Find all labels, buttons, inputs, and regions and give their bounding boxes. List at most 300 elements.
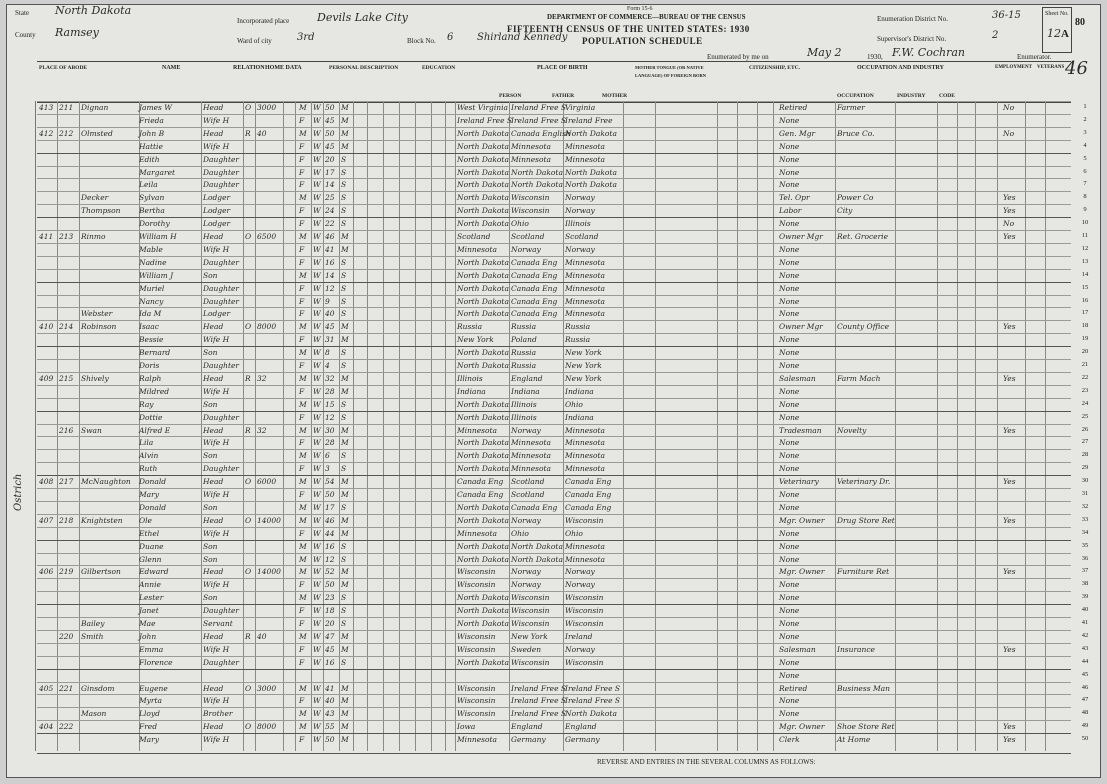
cell-surname: Webster <box>81 309 113 319</box>
cell-occ: None <box>779 631 800 641</box>
cell-ind <box>837 115 895 126</box>
table-row <box>37 411 1071 423</box>
cell-occ: None <box>779 451 800 461</box>
cell-surname: Smith <box>81 631 104 641</box>
cell-fpob: Canada Eng <box>511 270 558 280</box>
cell-age: 41 <box>325 683 335 693</box>
cell-family: 213 <box>59 232 74 241</box>
cell-relation: Wife H <box>203 335 230 345</box>
cell-marital: S <box>341 412 347 422</box>
cell-sex: F <box>299 490 305 499</box>
cell-fpob: North Dakota <box>511 167 563 177</box>
cell-occ: None <box>779 386 800 396</box>
left-margin <box>7 101 36 751</box>
line-number: 31 <box>1081 490 1089 497</box>
cell-sex: F <box>299 219 305 229</box>
cell-fpob: Norway <box>511 425 541 435</box>
table-row <box>37 114 1071 126</box>
cell-sex: M <box>299 322 307 332</box>
cell-tenure <box>245 734 255 745</box>
cell-mpob: Norway <box>565 580 595 590</box>
cell-family <box>59 192 77 203</box>
cell-given: Lester <box>139 593 164 603</box>
cell-value <box>257 167 281 178</box>
cell-dwelling <box>39 386 57 397</box>
cell-sex: M <box>299 593 307 603</box>
cell-surname <box>81 154 139 165</box>
cell-value: 32 <box>257 425 267 435</box>
cell-occ: Mgr. Owner <box>779 722 825 732</box>
cell-pob: North Dakota <box>457 309 509 319</box>
cell-marital: M <box>341 631 349 641</box>
table-row <box>37 604 1071 616</box>
cell-ind <box>837 179 895 190</box>
cell-sex: F <box>299 361 305 370</box>
cell-pob: Wisconsin <box>457 709 496 719</box>
cell-marital: S <box>341 399 347 409</box>
group-occupation: OCCUPATION AND INDUSTRY <box>857 65 944 71</box>
cell-ind <box>837 450 895 461</box>
cell-ind <box>837 502 895 513</box>
cell-sex: M <box>299 232 307 241</box>
line-number: 9 <box>1083 206 1087 214</box>
cell-emp <box>1003 334 1023 345</box>
cell-dwelling <box>39 257 57 268</box>
line-number: 13 <box>1081 257 1089 265</box>
cell-age: 28 <box>325 438 335 448</box>
cell-sex: F <box>299 115 305 125</box>
group-relation: RELATION <box>233 65 265 71</box>
cell-relation: Daughter <box>203 180 239 190</box>
cell-fpob: Canada English <box>511 128 571 138</box>
cell-family <box>59 708 77 719</box>
cell-fpob: Ireland Free S <box>511 115 567 125</box>
cell-ind: Veterinary Dr. <box>837 477 891 487</box>
table-row <box>37 127 1071 139</box>
cell-surname <box>81 528 139 539</box>
cell-dwelling: 411 <box>39 232 54 241</box>
cell-occ: None <box>779 167 800 177</box>
cell-surname: Mason <box>81 709 107 719</box>
cell-dwelling: 406 <box>39 567 54 577</box>
cell-relation: Son <box>203 502 218 512</box>
cell-surname: Thompson <box>81 206 121 216</box>
cell-marital: S <box>341 593 347 603</box>
cell-fpob: North Dakota <box>511 554 563 564</box>
line-number: 37 <box>1081 567 1089 575</box>
line-number: 29 <box>1081 464 1089 472</box>
cell-pob: North Dakota <box>457 348 509 358</box>
line-number: 33 <box>1081 515 1089 523</box>
cell-emp: Yes <box>1003 567 1016 577</box>
cell-value <box>257 205 281 216</box>
cell-dwelling: 409 <box>39 373 54 383</box>
cell-sex: F <box>299 606 305 616</box>
cell-race: W <box>313 554 321 564</box>
cell-dwelling <box>39 670 57 681</box>
cell-mpob: Minnesota <box>565 257 606 267</box>
supervisor-value: 2 <box>992 30 999 41</box>
cell-sex: F <box>299 141 305 151</box>
cell-fpob: Wisconsin <box>511 593 550 603</box>
cell-ind: Bruce Co. <box>837 128 875 138</box>
cell-dwelling <box>39 192 57 203</box>
cell-age: 14 <box>325 180 335 190</box>
cell-sex: M <box>299 683 307 693</box>
cell-race: W <box>313 219 321 229</box>
cell-dwelling <box>39 425 57 436</box>
cell-relation: Head <box>203 103 224 112</box>
line-number: 36 <box>1081 554 1089 562</box>
cell-ind <box>837 412 895 423</box>
cell-race: W <box>313 244 321 254</box>
census-sheet <box>6 4 1101 778</box>
cell-dwelling <box>39 554 57 565</box>
cell-mpob: New York <box>565 348 602 358</box>
cell-pob: North Dakota <box>457 219 509 229</box>
cell-fpob <box>511 670 563 681</box>
cell-sex: F <box>299 438 305 448</box>
cell-age: 12 <box>325 283 335 293</box>
cell-race: W <box>313 696 321 706</box>
cell-given: Mildred <box>139 386 170 396</box>
cell-pob: North Dakota <box>457 438 509 448</box>
line-number: 24 <box>1081 399 1089 407</box>
line-number: 21 <box>1081 361 1089 368</box>
group-employment: EMPLOYMENT <box>995 65 1032 70</box>
cell-pob: Canada Eng <box>457 477 504 487</box>
cell-mpob: Ohio <box>565 528 583 538</box>
cell-pob: West Virginia <box>457 103 508 112</box>
cell-dwelling <box>39 270 57 281</box>
cell-age: 40 <box>325 309 335 319</box>
sheet-letter: A <box>1061 28 1069 40</box>
cell-dwelling: 408 <box>39 477 54 487</box>
cell-tenure <box>245 502 255 513</box>
cell-sex: F <box>299 412 305 422</box>
block-value: 6 <box>447 32 454 43</box>
cell-emp <box>1003 167 1023 178</box>
cell-dwelling <box>39 463 57 474</box>
cell-marital: M <box>341 735 349 745</box>
cell-race: W <box>313 412 321 422</box>
cell-race: W <box>313 386 321 396</box>
group-education: EDUCATION <box>422 65 456 71</box>
cell-given: Glenn <box>139 554 162 564</box>
cell-occ: None <box>779 244 800 254</box>
table-row <box>37 501 1071 513</box>
cell-race: W <box>313 335 321 345</box>
cell-tenure <box>245 244 255 255</box>
cell-value <box>257 296 281 307</box>
cell-emp <box>1003 154 1023 165</box>
cell-family <box>59 360 77 371</box>
cell-surname <box>81 463 139 474</box>
cell-relation: Wife H <box>203 141 230 151</box>
cell-race: W <box>313 103 321 112</box>
cell-race: W <box>313 399 321 409</box>
cell-marital: M <box>341 128 349 138</box>
cell-mpob: Ireland Free <box>565 115 613 125</box>
cell-sex: F <box>299 735 305 745</box>
cell-pob: Minnesota <box>457 425 498 435</box>
cell-age: 25 <box>325 193 335 203</box>
cell-occ: None <box>779 296 800 306</box>
line-number: 2 <box>1083 115 1087 123</box>
cell-ind <box>837 631 895 642</box>
cell-value <box>257 115 281 126</box>
enumerator-name: F.W. Cochran <box>892 46 965 59</box>
cell-occ: Owner Mgr <box>779 322 823 332</box>
cell-occ: None <box>779 270 800 280</box>
cell-surname: Dignan <box>81 103 109 112</box>
cell-surname <box>81 386 139 397</box>
cell-fpob: England <box>511 722 543 732</box>
cell-surname <box>81 412 139 423</box>
cell-emp <box>1003 528 1023 539</box>
cell-family <box>59 296 77 307</box>
cell-tenure <box>245 154 255 165</box>
cell-fpob: Canada Eng <box>511 283 558 293</box>
cell-pob: Ireland Free S <box>457 115 513 125</box>
cell-value: 8000 <box>257 322 277 332</box>
cell-tenure <box>245 463 255 474</box>
cell-age: 50 <box>325 103 335 112</box>
cell-mpob: Minnesota <box>565 425 606 435</box>
cell-age: 46 <box>325 232 335 241</box>
cell-given: Donald <box>139 502 167 512</box>
cell-mpob: Canada Eng <box>565 477 612 487</box>
cell-race: W <box>313 438 321 448</box>
cell-occ: Mgr. Owner <box>779 567 825 577</box>
cell-given: Sylvan <box>139 193 165 203</box>
cell-sex: M <box>299 451 307 461</box>
cell-age: 6 <box>325 451 330 461</box>
cell-age: 17 <box>325 502 335 512</box>
cell-marital: S <box>341 451 347 461</box>
cell-relation: Wife H <box>203 528 230 538</box>
cell-dwelling <box>39 644 57 655</box>
cell-value <box>257 244 281 255</box>
cell-mpob: Minnesota <box>565 283 606 293</box>
cell-race: W <box>313 180 321 190</box>
cell-tenure <box>245 450 255 461</box>
cell-dwelling <box>39 541 57 552</box>
cell-surname <box>81 489 139 500</box>
cell-race: W <box>313 283 321 293</box>
cell-family <box>59 502 77 513</box>
cell-family <box>59 179 77 190</box>
cell-occ: None <box>779 502 800 512</box>
cell-sex: M <box>299 515 307 525</box>
cell-value <box>257 644 281 655</box>
cell-marital: S <box>341 464 347 474</box>
cell-tenure: R <box>245 631 251 641</box>
cell-relation: Daughter <box>203 464 239 474</box>
cell-sex: M <box>299 348 307 358</box>
cell-given: Mary <box>139 490 159 499</box>
cell-occ: Tradesman <box>779 425 822 435</box>
table-row <box>37 527 1071 539</box>
cell-fpob: Ireland Free S <box>511 683 567 693</box>
institution-value: Shirland Kennedy <box>477 32 568 43</box>
cell-dwelling: 413 <box>39 103 54 112</box>
cell-value: 40 <box>257 631 267 641</box>
table-row <box>37 385 1071 397</box>
cell-occ: None <box>779 657 800 667</box>
cell-age: 52 <box>325 567 335 577</box>
table-row <box>37 707 1071 719</box>
cell-surname: Swan <box>81 425 102 435</box>
cell-fpob: Wisconsin <box>511 619 550 628</box>
cell-pob: North Dakota <box>457 399 509 409</box>
sub-industry: INDUSTRY <box>897 93 926 99</box>
cell-mpob: Wisconsin <box>565 515 604 525</box>
cell-age: 20 <box>325 619 335 628</box>
cell-fpob: Ireland Free S <box>511 103 567 112</box>
ward-value: 3rd <box>297 32 315 43</box>
cell-given: Florence <box>139 657 173 667</box>
cell-emp <box>1003 257 1023 268</box>
cell-occ: Gen. Mgr <box>779 128 816 138</box>
line-number: 27 <box>1081 438 1089 446</box>
table-row <box>37 269 1071 281</box>
cell-race: W <box>313 373 321 383</box>
cell-given: Annie <box>139 580 161 590</box>
cell-tenure <box>245 579 255 590</box>
cell-surname: Olmsted <box>81 128 113 138</box>
cell-emp <box>1003 605 1023 616</box>
cell-marital: S <box>341 206 347 216</box>
cell-pob: North Dakota <box>457 451 509 461</box>
cell-pob: North Dakota <box>457 619 509 628</box>
cell-value <box>257 218 281 229</box>
place-label: Incorporated place <box>237 17 290 25</box>
cell-family <box>59 463 77 474</box>
table-row <box>37 720 1071 732</box>
cell-dwelling <box>39 154 57 165</box>
table-row <box>37 630 1071 642</box>
line-number: 46 <box>1081 683 1089 691</box>
cell-age: 46 <box>325 515 335 525</box>
cell-pob: North Dakota <box>457 606 509 616</box>
line-number: 25 <box>1081 412 1089 420</box>
cell-surname <box>81 360 139 371</box>
cell-given: Ray <box>139 399 154 409</box>
cell-ind <box>837 270 895 281</box>
cell-age: 23 <box>325 593 335 603</box>
census-grid <box>37 101 1071 751</box>
cell-tenure <box>245 218 255 229</box>
cell-pob: Indiana <box>457 386 486 396</box>
cell-ind <box>837 541 895 552</box>
cell-pob: North Dakota <box>457 270 509 280</box>
cell-pob: North Dakota <box>457 283 509 293</box>
cell-relation: Daughter <box>203 257 239 267</box>
cell-dwelling <box>39 605 57 616</box>
cell-dwelling <box>39 167 57 178</box>
cell-relation: Head <box>203 232 224 241</box>
cell-marital: S <box>341 193 347 203</box>
cell-value <box>257 657 281 668</box>
cell-fpob: Wisconsin <box>511 606 550 616</box>
cell-dwelling <box>39 283 57 294</box>
cell-occ: None <box>779 348 800 358</box>
cell-sex: M <box>299 373 307 383</box>
cell-surname <box>81 579 139 590</box>
cell-marital: M <box>341 141 349 151</box>
cell-given: Dottie <box>139 412 163 422</box>
cell-tenure: R <box>245 425 251 435</box>
cell-mpob: Wisconsin <box>565 657 604 667</box>
cell-age: 44 <box>325 528 335 538</box>
cell-mpob: Russia <box>565 322 591 332</box>
cell-race: W <box>313 541 321 551</box>
cell-family <box>59 554 77 565</box>
cell-marital: M <box>341 335 349 345</box>
cell-value: 14000 <box>257 567 281 577</box>
cell-relation: Head <box>203 477 224 487</box>
cell-sex: F <box>299 335 305 345</box>
cell-emp <box>1003 708 1023 719</box>
table-row <box>37 449 1071 461</box>
cell-fpob: Sweden <box>511 644 542 654</box>
cell-marital: S <box>341 361 347 370</box>
cell-race: W <box>313 619 321 628</box>
cell-relation: Wife H <box>203 644 230 654</box>
cell-relation: Son <box>203 451 218 461</box>
cell-relation: Brother <box>203 709 233 719</box>
cell-marital: S <box>341 619 347 628</box>
cell-race: W <box>313 270 321 280</box>
cell-given: Myrta <box>139 696 162 706</box>
cell-emp <box>1003 463 1023 474</box>
cell-mpob: Ireland Free S <box>565 696 621 706</box>
line-number: 8 <box>1083 193 1087 201</box>
cell-occ: Labor <box>779 206 802 216</box>
cell-family: 217 <box>59 477 74 487</box>
cell-occ: Veterinary <box>779 477 819 487</box>
cell-occ: None <box>779 399 800 409</box>
cell-tenure <box>245 670 255 681</box>
cell-marital: S <box>341 283 347 293</box>
place-value: Devils Lake City <box>317 11 408 24</box>
cell-surname <box>81 554 139 565</box>
cell-marital: M <box>341 567 349 577</box>
cell-mpob: Minnesota <box>565 141 606 151</box>
cell-surname: McNaughton <box>81 477 131 487</box>
cell-relation <box>203 670 243 681</box>
cell-emp: No <box>1003 128 1015 138</box>
cell-mpob: Norway <box>565 244 595 254</box>
line-number: 11 <box>1081 232 1089 239</box>
cell-pob: Illinois <box>457 373 483 383</box>
cell-ind <box>837 592 895 603</box>
cell-occ: None <box>779 554 800 564</box>
table-row <box>37 578 1071 590</box>
table-row <box>37 359 1071 371</box>
cell-value <box>257 257 281 268</box>
cell-fpob: North Dakota <box>511 180 563 190</box>
cell-age: 50 <box>325 735 335 745</box>
cell-given: Bessie <box>139 335 164 345</box>
cell-surname <box>81 644 139 655</box>
cell-given: Margaret <box>139 167 176 177</box>
cell-race: W <box>313 322 321 332</box>
census-title: FIFTEENTH CENSUS OF THE UNITED STATES: 1930 <box>507 24 750 34</box>
cell-emp: Yes <box>1003 515 1016 525</box>
cell-ind: Farmer <box>837 103 865 112</box>
